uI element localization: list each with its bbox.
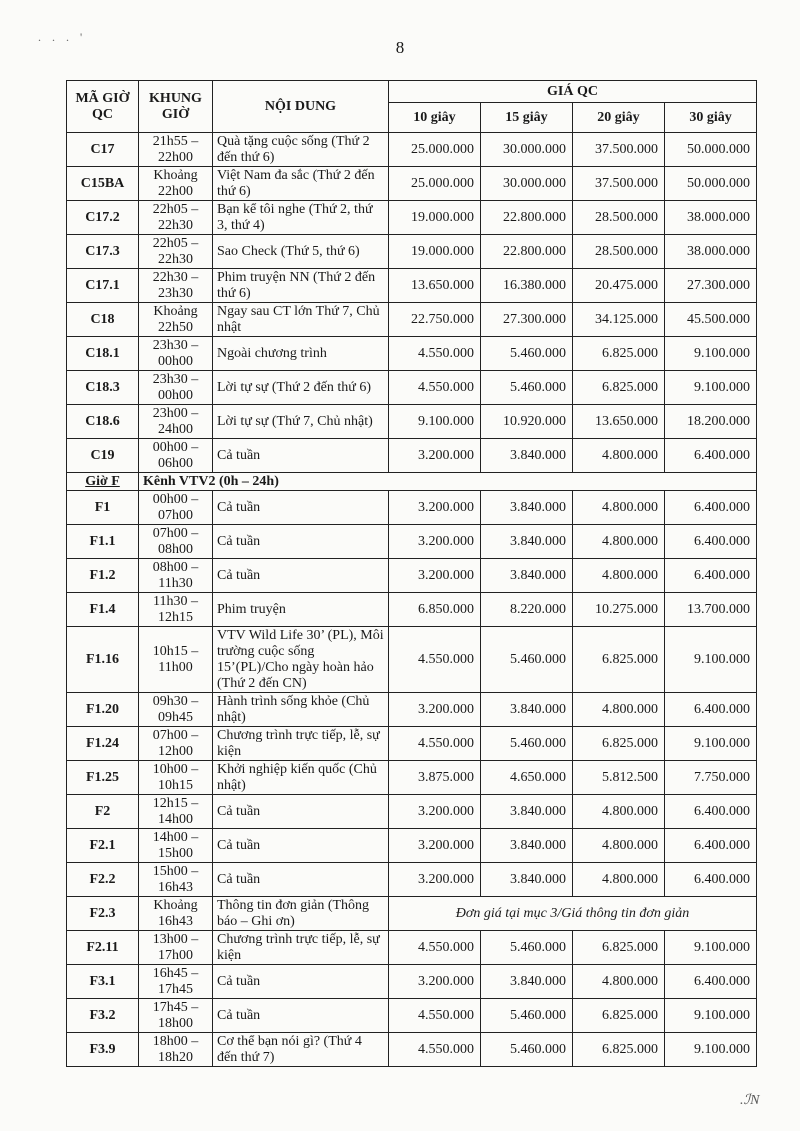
header-15s: 15 giây [481,103,573,133]
row-time: 16h45 – 17h45 [139,965,213,999]
section-row [67,473,757,491]
row-time: 18h00 – 18h20 [139,1033,213,1067]
row-price-20s: 6.825.000 [573,931,665,965]
table-row [67,931,757,965]
table-row [67,303,757,337]
row-price-30s: 45.500.000 [665,303,757,337]
row-price-30s: 9.100.000 [665,931,757,965]
row-content: Lời tự sự (Thứ 7, Chủ nhật) [213,405,389,439]
table-row [67,235,757,269]
row-code: C17.2 [67,201,139,235]
row-time: 10h15 – 11h00 [139,627,213,693]
row-price-15s: 3.840.000 [481,863,573,897]
row-price-20s: 4.800.000 [573,795,665,829]
row-content: Cơ thể bạn nói gì? (Thứ 4 đến thứ 7) [213,1033,389,1067]
row-price-20s: 20.475.000 [573,269,665,303]
row-price-15s: 5.460.000 [481,931,573,965]
table-row [67,761,757,795]
row-time: 23h30 – 00h00 [139,371,213,405]
row-price-15s: 27.300.000 [481,303,573,337]
table-row [67,337,757,371]
row-price-10s: 4.550.000 [389,931,481,965]
row-content: Cả tuần [213,829,389,863]
row-code: C17.1 [67,269,139,303]
row-price-15s: 22.800.000 [481,235,573,269]
row-content: Lời tự sự (Thứ 2 đến thứ 6) [213,371,389,405]
row-price-10s: 4.550.000 [389,999,481,1033]
row-time: 13h00 – 17h00 [139,931,213,965]
row-code: C17 [67,133,139,167]
row-price-10s: 3.200.000 [389,965,481,999]
row-code: F1.16 [67,627,139,693]
row-price-note: Đơn giá tại mục 3/Giá thông tin đơn giản [389,897,757,931]
row-time: 00h00 – 07h00 [139,491,213,525]
row-price-30s: 7.750.000 [665,761,757,795]
row-price-15s: 3.840.000 [481,829,573,863]
table-row [67,405,757,439]
row-code: F1 [67,491,139,525]
row-price-20s: 34.125.000 [573,303,665,337]
row-content: Cả tuần [213,965,389,999]
row-price-30s: 9.100.000 [665,371,757,405]
row-price-10s: 4.550.000 [389,727,481,761]
row-time: 07h00 – 08h00 [139,525,213,559]
row-price-20s: 37.500.000 [573,167,665,201]
row-price-20s: 6.825.000 [573,627,665,693]
row-code: F1.1 [67,525,139,559]
row-time: 22h05 – 22h30 [139,235,213,269]
row-price-20s: 6.825.000 [573,999,665,1033]
row-code: F2.2 [67,863,139,897]
row-content: Chương trình trực tiếp, lễ, sự kiện [213,727,389,761]
header-code: MÃ GIỜ QC [67,81,139,133]
table-row [67,269,757,303]
row-price-20s: 28.500.000 [573,235,665,269]
ad-price-table [66,80,757,1067]
row-time: 15h00 – 16h43 [139,863,213,897]
row-price-10s: 3.200.000 [389,829,481,863]
row-content: Sao Check (Thứ 5, thứ 6) [213,235,389,269]
row-code: C18.6 [67,405,139,439]
row-price-10s: 4.550.000 [389,371,481,405]
table-row [67,439,757,473]
section-code: Giờ F [67,473,139,491]
row-content: Khởi nghiệp kiến quốc (Chủ nhật) [213,761,389,795]
row-price-15s: 3.840.000 [481,795,573,829]
row-price-30s: 6.400.000 [665,829,757,863]
table-row [67,201,757,235]
row-code: F1.25 [67,761,139,795]
row-price-20s: 4.800.000 [573,491,665,525]
row-price-10s: 4.550.000 [389,627,481,693]
row-price-30s: 6.400.000 [665,491,757,525]
table-row [67,525,757,559]
row-price-10s: 25.000.000 [389,133,481,167]
row-price-10s: 19.000.000 [389,201,481,235]
row-price-15s: 16.380.000 [481,269,573,303]
row-content: Ngay sau CT lớn Thứ 7, Chủ nhật [213,303,389,337]
row-price-15s: 3.840.000 [481,965,573,999]
row-code: C18.1 [67,337,139,371]
table-row [67,133,757,167]
row-price-30s: 6.400.000 [665,863,757,897]
header-time: KHUNG GIỜ [139,81,213,133]
row-code: C17.3 [67,235,139,269]
row-price-20s: 4.800.000 [573,693,665,727]
row-price-30s: 9.100.000 [665,337,757,371]
row-price-30s: 6.400.000 [665,965,757,999]
row-content: Bạn kể tôi nghe (Thứ 2, thứ 3, thứ 4) [213,201,389,235]
row-price-15s: 30.000.000 [481,133,573,167]
scan-marks: . . . ' [38,30,87,44]
table-row [67,167,757,201]
row-time: 12h15 – 14h00 [139,795,213,829]
row-price-15s: 3.840.000 [481,525,573,559]
row-content: VTV Wild Life 30’ (PL), Môi trường cuộc sống 15’(PL)/Cho ngày hoàn hảo (Thứ 2 đến CN) [213,627,389,693]
row-price-10s: 4.550.000 [389,1033,481,1067]
row-time: 23h00 – 24h00 [139,405,213,439]
row-price-15s: 22.800.000 [481,201,573,235]
row-content: Cả tuần [213,863,389,897]
table-row [67,965,757,999]
row-code: C18.3 [67,371,139,405]
row-content: Cả tuần [213,491,389,525]
table-row [67,999,757,1033]
row-price-10s: 19.000.000 [389,235,481,269]
table-row [67,727,757,761]
row-time: 10h00 – 10h15 [139,761,213,795]
header-price-group: GIÁ QC [389,81,757,103]
table-row [67,795,757,829]
row-time: 23h30 – 00h00 [139,337,213,371]
row-price-15s: 30.000.000 [481,167,573,201]
row-time: Khoảng 22h50 [139,303,213,337]
row-code: F2.1 [67,829,139,863]
page-number: 8 [395,38,405,57]
row-price-15s: 5.460.000 [481,1033,573,1067]
row-content: Cả tuần [213,999,389,1033]
row-price-30s: 38.000.000 [665,201,757,235]
row-price-15s: 3.840.000 [481,439,573,473]
row-code: F1.4 [67,593,139,627]
row-content: Thông tin đơn giản (Thông báo – Ghi ơn) [213,897,389,931]
row-time: 21h55 – 22h00 [139,133,213,167]
row-time: 11h30 – 12h15 [139,593,213,627]
row-time: 22h30 – 23h30 [139,269,213,303]
row-price-10s: 3.200.000 [389,525,481,559]
table-row [67,593,757,627]
row-price-15s: 8.220.000 [481,593,573,627]
row-price-30s: 50.000.000 [665,167,757,201]
row-code: C19 [67,439,139,473]
row-price-15s: 5.460.000 [481,627,573,693]
row-price-20s: 6.825.000 [573,337,665,371]
handwritten-initials: .ℐN [740,1093,760,1108]
section-title: Kênh VTV2 (0h – 24h) [139,473,757,491]
row-price-10s: 4.550.000 [389,337,481,371]
table-row [67,559,757,593]
row-price-30s: 38.000.000 [665,235,757,269]
row-price-30s: 6.400.000 [665,559,757,593]
row-content: Phim truyện NN (Thứ 2 đến thứ 6) [213,269,389,303]
table-row [67,627,757,693]
row-price-15s: 3.840.000 [481,491,573,525]
row-code: F3.1 [67,965,139,999]
row-price-20s: 5.812.500 [573,761,665,795]
row-time: 22h05 – 22h30 [139,201,213,235]
row-price-30s: 9.100.000 [665,1033,757,1067]
row-price-30s: 6.400.000 [665,693,757,727]
row-price-15s: 5.460.000 [481,727,573,761]
row-code: F3.2 [67,999,139,1033]
row-price-10s: 13.650.000 [389,269,481,303]
row-content: Cả tuần [213,439,389,473]
row-code: F2 [67,795,139,829]
row-price-10s: 3.200.000 [389,795,481,829]
row-content: Quà tặng cuộc sống (Thứ 2 đến thứ 6) [213,133,389,167]
row-time: 17h45 – 18h00 [139,999,213,1033]
row-price-30s: 6.400.000 [665,439,757,473]
row-code: F1.2 [67,559,139,593]
row-time: 14h00 – 15h00 [139,829,213,863]
row-price-15s: 5.460.000 [481,999,573,1033]
row-time: 09h30 – 09h45 [139,693,213,727]
row-price-10s: 3.200.000 [389,693,481,727]
row-time: 00h00 – 06h00 [139,439,213,473]
row-price-30s: 18.200.000 [665,405,757,439]
row-price-10s: 3.200.000 [389,491,481,525]
row-price-15s: 3.840.000 [481,559,573,593]
row-price-10s: 3.875.000 [389,761,481,795]
row-price-10s: 22.750.000 [389,303,481,337]
row-price-15s: 3.840.000 [481,693,573,727]
row-price-20s: 28.500.000 [573,201,665,235]
row-price-30s: 9.100.000 [665,727,757,761]
row-price-20s: 37.500.000 [573,133,665,167]
table-row [67,829,757,863]
row-price-20s: 4.800.000 [573,439,665,473]
row-code: F2.11 [67,931,139,965]
row-price-30s: 6.400.000 [665,795,757,829]
row-time: 08h00 – 11h30 [139,559,213,593]
row-content: Ngoài chương trình [213,337,389,371]
row-code: F2.3 [67,897,139,931]
row-price-20s: 6.825.000 [573,371,665,405]
row-price-30s: 27.300.000 [665,269,757,303]
row-price-10s: 6.850.000 [389,593,481,627]
row-content: Phim truyện [213,593,389,627]
row-code: C15BA [67,167,139,201]
row-time: Khoảng 22h00 [139,167,213,201]
header-20s: 20 giây [573,103,665,133]
table-row [67,897,757,931]
row-price-30s: 6.400.000 [665,525,757,559]
row-price-10s: 25.000.000 [389,167,481,201]
row-code: F1.20 [67,693,139,727]
header-10s: 10 giây [389,103,481,133]
row-time: Khoảng 16h43 [139,897,213,931]
row-price-10s: 3.200.000 [389,559,481,593]
row-content: Hành trình sống khỏe (Chủ nhật) [213,693,389,727]
table-row [67,371,757,405]
row-price-30s: 13.700.000 [665,593,757,627]
header-30s: 30 giây [665,103,757,133]
table-row [67,1033,757,1067]
row-price-15s: 10.920.000 [481,405,573,439]
row-price-15s: 4.650.000 [481,761,573,795]
row-price-10s: 9.100.000 [389,405,481,439]
table-row [67,491,757,525]
table-row [67,693,757,727]
row-price-20s: 13.650.000 [573,405,665,439]
row-price-20s: 4.800.000 [573,829,665,863]
row-code: F1.24 [67,727,139,761]
row-content: Chương trình trực tiếp, lễ, sự kiện [213,931,389,965]
row-price-10s: 3.200.000 [389,863,481,897]
row-price-30s: 50.000.000 [665,133,757,167]
row-content: Việt Nam đa sắc (Thứ 2 đến thứ 6) [213,167,389,201]
table-row [67,863,757,897]
row-price-20s: 6.825.000 [573,1033,665,1067]
row-price-20s: 4.800.000 [573,559,665,593]
row-code: C18 [67,303,139,337]
row-price-30s: 9.100.000 [665,999,757,1033]
row-time: 07h00 – 12h00 [139,727,213,761]
row-price-20s: 4.800.000 [573,863,665,897]
header-content: NỘI DUNG [213,81,389,133]
row-content: Cả tuần [213,525,389,559]
row-price-10s: 3.200.000 [389,439,481,473]
row-content: Cả tuần [213,795,389,829]
row-code: F3.9 [67,1033,139,1067]
row-price-20s: 4.800.000 [573,965,665,999]
row-price-15s: 5.460.000 [481,371,573,405]
row-price-20s: 4.800.000 [573,525,665,559]
row-price-20s: 6.825.000 [573,727,665,761]
row-content: Cả tuần [213,559,389,593]
row-price-30s: 9.100.000 [665,627,757,693]
row-price-20s: 10.275.000 [573,593,665,627]
row-price-15s: 5.460.000 [481,337,573,371]
